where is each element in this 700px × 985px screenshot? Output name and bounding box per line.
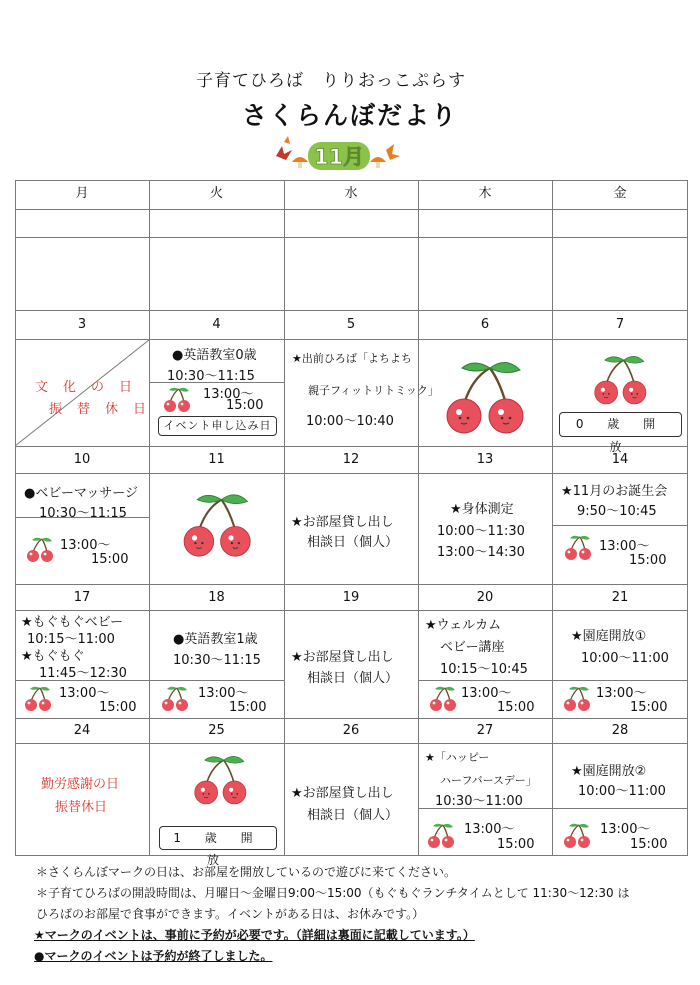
event-title: ★お部屋貸し出し	[291, 515, 394, 530]
newsletter-header	[0, 0, 700, 178]
open-start-time: 13:00～	[461, 686, 512, 701]
weekday-mon: 月	[75, 186, 89, 201]
open-end-time: 15:00	[630, 837, 668, 852]
event-title: ★お部屋貸し出し	[291, 650, 394, 665]
event-title: ★「ハッピー	[425, 751, 490, 764]
month-label: 11月	[313, 145, 365, 169]
event-note: 相談日（個人）	[307, 808, 399, 823]
date-number: 17	[73, 590, 91, 605]
weekday-thu: 木	[478, 186, 492, 201]
one-year-open-label: 1 歳 開 放	[159, 826, 277, 850]
cherry-icon	[426, 822, 456, 850]
event-title: ★もぐもぐ	[21, 649, 85, 664]
open-end-time: 15:00	[630, 700, 668, 715]
event-time: 10:15～11:00	[27, 632, 115, 647]
cherry-icon	[23, 685, 53, 713]
cherry-icon	[25, 536, 55, 564]
open-start-time: 13:00～	[600, 822, 651, 837]
autumn-leaf-icon	[276, 136, 292, 160]
event-time: 10:15～10:45	[440, 662, 528, 677]
cherry-icon	[162, 386, 192, 414]
event-application-day: イベント申し込み日	[158, 416, 277, 436]
event-time: 9:50～10:45	[577, 504, 657, 519]
event-title: ★身体測定	[450, 502, 514, 517]
date-number: 10	[73, 452, 91, 467]
open-end-time: 15:00	[226, 398, 264, 413]
note-line: ＊子育てひろばの開設時間は、月曜日～金曜日9:00～15:00（もぐもぐランチタイムとして 11:30～12:30 は	[36, 886, 630, 900]
event-title: ★出前ひろば「よちよち	[292, 352, 412, 365]
cherry-icon	[160, 685, 190, 713]
event-note: 相談日（個人）	[307, 671, 399, 686]
event-time: 13:00～14:30	[437, 545, 525, 560]
cherry-icon	[428, 685, 458, 713]
event-time: 10:30～11:15	[39, 506, 127, 521]
holiday-label: 勤労感謝の日	[41, 777, 120, 792]
cherry-icon	[590, 352, 652, 406]
open-end-time: 15:00	[91, 552, 129, 567]
event-title: ハーフバースデー」	[440, 774, 537, 787]
event-title: ●ベビーマッサージ	[24, 486, 139, 501]
open-start-time: 13:00～	[198, 686, 249, 701]
mushroom-icon	[370, 157, 386, 168]
event-time: 10:30～11:15	[173, 653, 261, 668]
open-end-time: 15:00	[497, 700, 535, 715]
event-title: ★園庭開放②	[571, 764, 647, 779]
footer-notes	[36, 862, 686, 967]
event-note: 相談日（個人）	[307, 535, 399, 550]
weekday-wed: 水	[344, 186, 358, 201]
cherry-icon	[562, 822, 592, 850]
event-title: ベビー講座	[440, 640, 505, 655]
event-time: 10:00～11:00	[578, 784, 666, 799]
note-line: ひろばのお部屋で食事ができます。イベントがある日は、お休みです。）	[36, 907, 425, 921]
autumn-leaf-icon	[386, 144, 400, 160]
date-number: 12	[342, 452, 360, 467]
event-title: ★お部屋貸し出し	[291, 786, 394, 801]
holiday-label: 振 替 休 日	[49, 402, 148, 417]
event-time: 10:00～11:30	[437, 524, 525, 539]
cherry-icon	[562, 685, 592, 713]
date-number: 26	[342, 723, 360, 738]
holiday-label: 振替休日	[55, 800, 108, 815]
open-start-time: 13:00～	[59, 686, 110, 701]
holiday-label: 文 化 の 日	[35, 380, 134, 395]
event-title: ★もぐもぐベビー	[21, 615, 124, 630]
date-number: 21	[611, 590, 629, 605]
open-start-time: 13:00～	[599, 539, 650, 554]
open-end-time: 15:00	[99, 700, 137, 715]
weekday-tue: 火	[209, 186, 223, 201]
event-time: 11:45～12:30	[39, 666, 127, 681]
date-number: 14	[611, 452, 629, 467]
event-title: ●英語教室0歳	[172, 348, 257, 363]
event-title: ●英語教室1歳	[173, 632, 258, 647]
open-end-time: 15:00	[497, 837, 535, 852]
open-start-time: 13:00～	[203, 387, 254, 402]
date-number: 27	[476, 723, 494, 738]
note-line: ＊さくらんぼマークの日は、お部屋を開放しているので遊びに来てください。	[36, 865, 457, 879]
date-number: 25	[208, 723, 225, 738]
date-number: 24	[73, 723, 91, 738]
date-number: 7	[615, 317, 625, 332]
month-badge	[270, 132, 405, 172]
weekday-fri: 金	[613, 186, 627, 201]
open-start-time: 13:00～	[596, 686, 647, 701]
event-title: ★ウェルカム	[425, 618, 502, 633]
open-end-time: 15:00	[629, 553, 667, 568]
event-time: 10:30～11:15	[167, 369, 255, 384]
cherry-icon	[563, 534, 593, 562]
note-line-reservation-required: ★マークのイベントは、事前に予約が必要です。（詳細は裏面に記載しています。）	[34, 928, 475, 942]
event-time: 10:30～11:00	[435, 794, 523, 809]
open-end-time: 15:00	[229, 700, 267, 715]
open-start-time: 13:00～	[464, 822, 515, 837]
event-time: 10:00～11:00	[581, 651, 669, 666]
date-number: 18	[208, 590, 225, 605]
date-number: 13	[476, 452, 494, 467]
note-line-reservation-closed: ●マークのイベントは予約が終了しました。	[34, 949, 273, 963]
cherry-icon	[440, 358, 532, 434]
date-number: 6	[480, 317, 490, 332]
event-title: ★11月のお誕生会	[561, 484, 668, 499]
date-number: 19	[342, 590, 360, 605]
mushroom-icon	[292, 157, 308, 168]
date-number: 4	[212, 317, 221, 332]
event-title: 親子フィットリトミック」	[308, 384, 439, 397]
date-number: 11	[208, 452, 225, 467]
newsletter-title: さくらんぼだより	[241, 101, 458, 130]
event-title: ★園庭開放①	[571, 629, 647, 644]
date-number: 20	[476, 590, 494, 605]
date-number: 5	[346, 317, 356, 332]
subtitle: 子育てひろば りりおっこぷらす	[196, 71, 466, 91]
cherry-icon	[190, 752, 252, 806]
date-number: 3	[77, 317, 87, 332]
open-start-time: 13:00～	[60, 538, 111, 553]
zero-year-open-label: 0 歳 開 放	[559, 412, 682, 437]
date-number: 28	[611, 723, 629, 738]
event-time: 10:00～10:40	[306, 414, 394, 429]
cherry-icon	[178, 490, 258, 558]
